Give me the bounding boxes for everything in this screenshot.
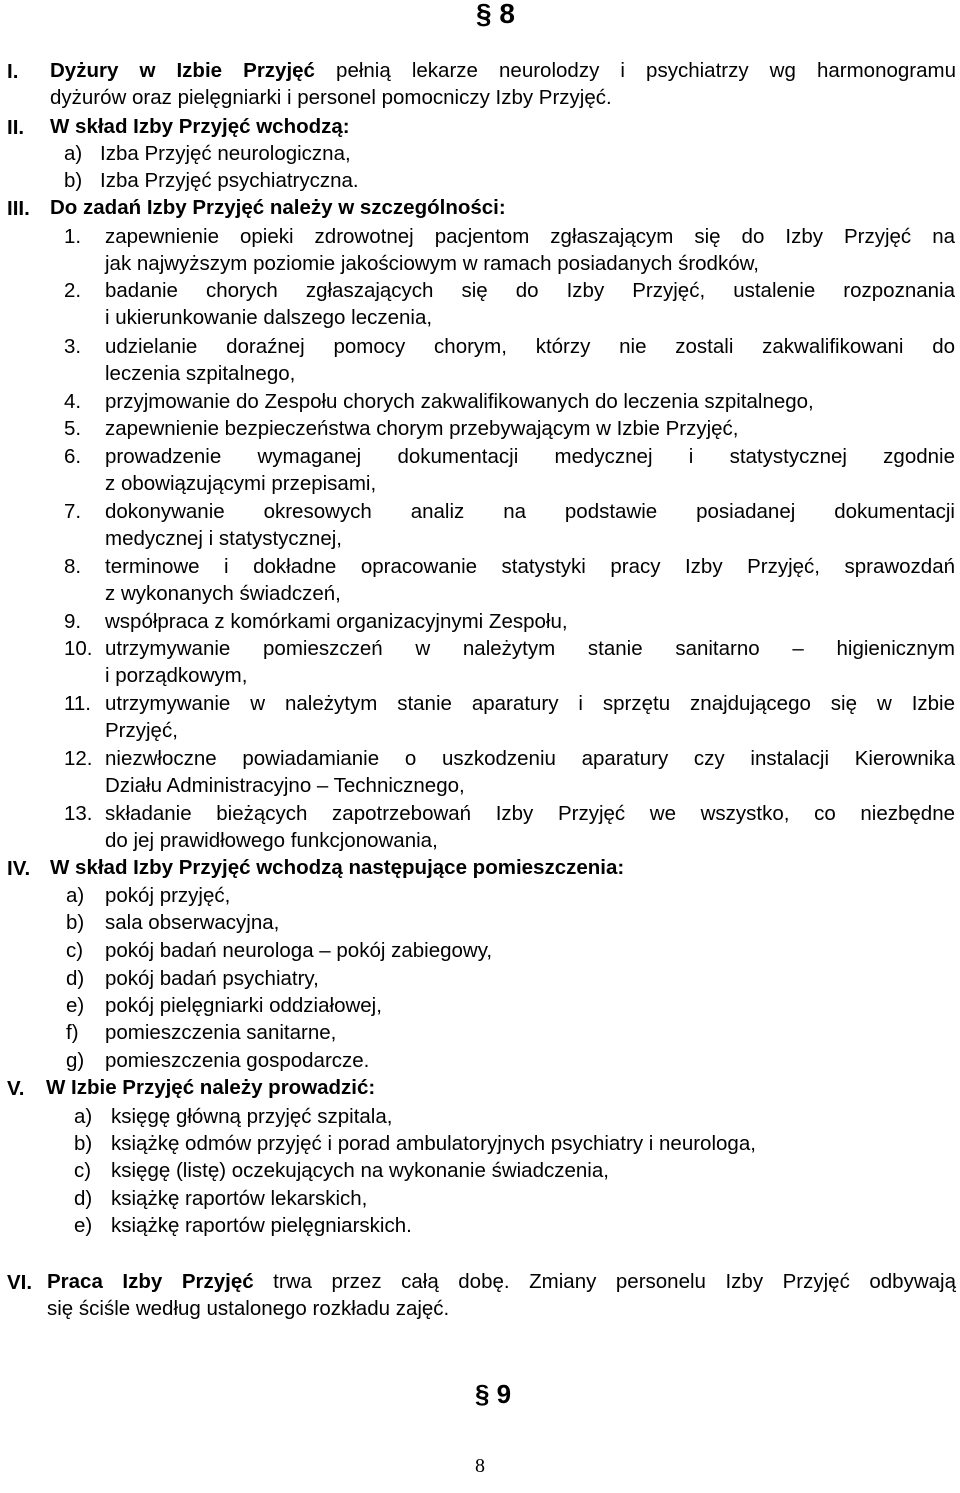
- register-item: księgę główną przyjęć szpitala,: [111, 1105, 393, 1128]
- task-line-1: udzielanie doraźnej pomocy chorym, którzy nie zostali zakwalifikowani do: [105, 335, 955, 358]
- register-marker: a): [74, 1105, 93, 1128]
- room-item: sala obserwacyjna,: [105, 911, 280, 934]
- section-numeral-iv: IV.: [7, 857, 31, 880]
- task-line-1: zapewnienie opieki zdrowotnej pacjentom zgłaszającym się do Izby Przyjęć na: [105, 225, 955, 248]
- section-i-line-1: [50, 57, 956, 84]
- task-line-1: zapewnienie bezpieczeństwa chorym przebywającym w Izbie Przyjęć,: [105, 417, 739, 440]
- section-iv-title: W skład Izby Przyjęć wchodzą następujące pomieszczenia:: [50, 856, 625, 879]
- room-item: pokój badań neurologa – pokój zabiegowy,: [105, 939, 493, 962]
- task-line-1: utrzymywanie pomieszczeń w należytym stanie sanitarno – higienicznym: [105, 637, 955, 660]
- section-i-bold: Dyżury w Izbie Przyjęć: [50, 59, 315, 82]
- room-marker: f): [66, 1021, 79, 1044]
- task-line-1: terminowe i dokładne opracowanie statystyki pracy Izby Przyjęć, sprawozdań: [105, 555, 955, 578]
- section-numeral-vi: VI.: [7, 1271, 33, 1294]
- task-number: 1.: [64, 225, 82, 248]
- register-item: księgę (listę) oczekujących na wykonanie świadczenia,: [111, 1159, 609, 1182]
- list-item: Izba Przyjęć neurologiczna,: [100, 142, 351, 165]
- room-marker: c): [66, 939, 84, 962]
- section-i-rest: pełnią lekarze neurolodzy i psychiatrzy wg harmonogramu: [314, 59, 956, 82]
- task-line-2: Działu Administracyjno – Technicznego,: [105, 774, 465, 797]
- register-marker: d): [74, 1187, 93, 1210]
- section-v-title: W Izbie Przyjęć należy prowadzić:: [46, 1076, 376, 1099]
- task-number: 2.: [64, 279, 82, 302]
- section-ii-title: W skład Izby Przyjęć wchodzą:: [50, 115, 350, 138]
- task-number: 4.: [64, 390, 82, 413]
- task-number: 13.: [64, 802, 93, 825]
- task-line-2: medycznej i statystycznej,: [105, 527, 342, 550]
- task-line-2: i ukierunkowanie dalszego leczenia,: [105, 306, 433, 329]
- room-marker: a): [66, 884, 85, 907]
- section-numeral-ii: II.: [7, 116, 25, 139]
- room-marker: b): [66, 911, 85, 934]
- task-line-2: jak najwyższym poziomie jakościowym w ramach posiadanych środków,: [105, 252, 759, 275]
- list-item: Izba Przyjęć psychiatryczna.: [100, 169, 359, 192]
- task-number: 11.: [64, 692, 91, 715]
- task-line-2: leczenia szpitalnego,: [105, 362, 296, 385]
- task-number: 8.: [64, 555, 82, 578]
- task-line-1: współpraca z komórkami organizacyjnymi Zespołu,: [105, 610, 568, 633]
- room-item: pokój badań psychiatry,: [105, 967, 319, 990]
- section-heading-9: § 9: [475, 1379, 512, 1409]
- room-marker: e): [66, 994, 85, 1017]
- list-marker: a): [64, 142, 83, 165]
- page-number: 8: [475, 1455, 485, 1477]
- task-line-2: do jej prawidłowego funkcjonowania,: [105, 829, 438, 852]
- task-line-2: i porządkowym,: [105, 664, 248, 687]
- section-i-line-2: dyżurów oraz pielęgniarki i personel pomocniczy Izby Przyjęć.: [50, 86, 612, 109]
- section-numeral-i: I.: [7, 60, 19, 83]
- register-marker: c): [74, 1159, 92, 1182]
- section-vi-rest: trwa przez całą dobę. Zmiany personelu Izby Przyjęć odbywają: [253, 1270, 956, 1293]
- task-line-2: z obowiązującymi przepisami,: [105, 472, 377, 495]
- task-number: 12.: [64, 747, 93, 770]
- register-item: książkę odmów przyjęć i porad ambulatoryjnych psychiatry i neurologa,: [111, 1132, 756, 1155]
- task-number: 9.: [64, 610, 82, 633]
- task-number: 7.: [64, 500, 82, 523]
- task-line-1: dokonywanie okresowych analiz na podstawie posiadanej dokumentacji: [105, 500, 955, 523]
- room-item: pokój przyjęć,: [105, 884, 231, 907]
- section-numeral-iii: III.: [7, 197, 30, 220]
- task-line-2: Przyjęć,: [105, 719, 178, 742]
- register-marker: e): [74, 1214, 93, 1237]
- section-vi-bold: Praca Izby Przyjęć: [47, 1270, 254, 1293]
- task-number: 10.: [64, 637, 93, 660]
- room-item: pomieszczenia gospodarcze.: [105, 1049, 370, 1072]
- section-vi-line-1: [47, 1268, 956, 1295]
- section-numeral-v: V.: [7, 1077, 25, 1100]
- register-item: książkę raportów pielęgniarskich.: [111, 1214, 412, 1237]
- room-item: pomieszczenia sanitarne,: [105, 1021, 337, 1044]
- register-item: książkę raportów lekarskich,: [111, 1187, 368, 1210]
- task-number: 3.: [64, 335, 82, 358]
- register-marker: b): [74, 1132, 93, 1155]
- room-marker: d): [66, 967, 85, 990]
- task-line-1: składanie bieżących zapotrzebowań Izby Przyjęć we wszystko, co niezbędne: [105, 802, 955, 825]
- task-line-1: prowadzenie wymaganej dokumentacji medycznej i statystycznej zgodnie: [105, 445, 955, 468]
- task-line-1: przyjmowanie do Zespołu chorych zakwalifikowanych do leczenia szpitalnego,: [105, 390, 814, 413]
- room-marker: g): [66, 1049, 85, 1072]
- task-number: 5.: [64, 417, 82, 440]
- task-line-1: badanie chorych zgłaszających się do Izby Przyjęć, ustalenie rozpoznania: [105, 279, 955, 302]
- list-marker: b): [64, 169, 83, 192]
- room-item: pokój pielęgniarki oddziałowej,: [105, 994, 382, 1017]
- section-vi-line-2: się ściśle według ustalonego rozkładu zajęć.: [47, 1297, 450, 1320]
- task-line-1: niezwłoczne powiadamianie o uszkodzeniu aparatury czy instalacji Kierownika: [105, 747, 955, 770]
- task-line-1: utrzymywanie w należytym stanie aparatury i sprzętu znajdującego się w Izbie: [105, 692, 955, 715]
- section-heading-8: § 8: [476, 0, 515, 29]
- section-iii-title: Do zadań Izby Przyjęć należy w szczególności:: [50, 196, 506, 219]
- task-number: 6.: [64, 445, 82, 468]
- task-line-2: z wykonanych świadczeń,: [105, 582, 341, 605]
